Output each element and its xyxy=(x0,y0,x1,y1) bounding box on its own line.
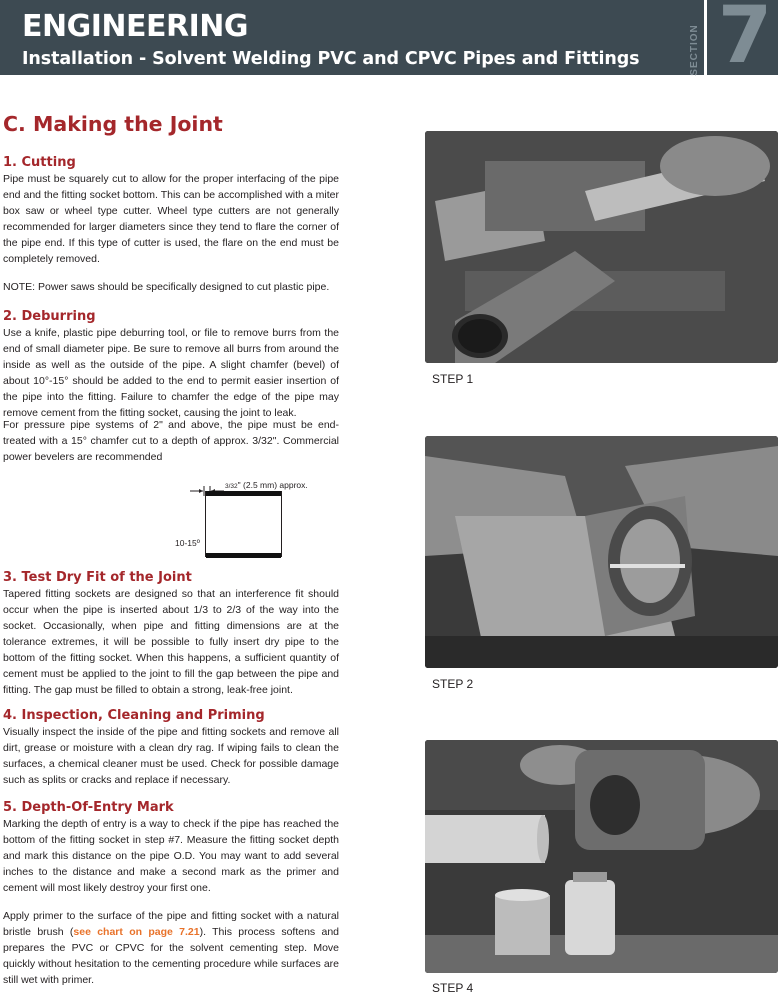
primer-text-1: Apply primer to the surface of the pipe and fitting socket with a natural bristle brush ( xyxy=(3,910,339,938)
section-number: 7 xyxy=(717,0,773,81)
cutting-body: Pipe must be squarely cut to allow for the proper interfacing of the pipe end and the fitting socket bottom. This can be accomplished with a miter box saw or wheel type cutter. Wheel type cutters are not generally recommended for larger diameters since they tend to flare the corner of the pipe end. If this type of cutter is used, the flare on the end must be completely removed. xyxy=(3,173,339,265)
dimension-text: " (2.5 mm) approx. xyxy=(237,480,308,490)
pipe-section-shape xyxy=(205,491,282,557)
header-subtitle: Installation - Solvent Welding PVC and CPVC Pipes and Fittings xyxy=(22,49,640,69)
dry-fit-heading: 3. Test Dry Fit of the Joint xyxy=(3,570,192,585)
dimension-fraction: 3/32 xyxy=(225,483,238,490)
cutting-note: NOTE: Power saws should be specifically designed to cut plastic pipe. xyxy=(3,281,330,293)
step-2-caption: STEP 2 xyxy=(432,677,474,691)
angle-label: 10-15º xyxy=(175,538,200,548)
cutting-heading: 1. Cutting xyxy=(3,155,76,170)
primer-text-2: ). This process softens and prepares the PVC or CPVC for the solvent cementing step. Move quickly without hesitation to the cementing procedure while surfaces are still wet with primer. xyxy=(3,926,339,986)
pipe-wall-bottom xyxy=(206,553,281,558)
header-title: ENGINEERING xyxy=(22,9,248,44)
page-heading: C. Making the Joint xyxy=(3,112,223,136)
depth-mark-body: Marking the depth of entry is a way to check if the pipe has reached the bottom of the fitting socket in step #7. Measure the fitting socket depth and mark this distance on the pipe O.D. You may want to add several inches to the distance and make a second mark as the primer and cement will most likely destroy your first one. xyxy=(3,818,339,894)
dry-fit-body: Tapered fitting sockets are designed so that an interference fit should occur when the pipe is inserted about 1/3 to 2/3 of the way into the socket. Occasionally, when pipe and fitting dimensions are at the tolerance extremes, it will be possible to fully insert dry pipe to the bottom of the fitting socket. When this happens, a sufficient quantity of cement must be applied to the joint to fill the gap between the pipe and fitting. The gap must be filled to obtain a strong, leak-free joint. xyxy=(3,588,339,696)
depth-mark-body-2 xyxy=(3,908,339,988)
chamfer-diagram xyxy=(170,474,340,566)
depth-mark-heading: 5. Depth-Of-Entry Mark xyxy=(3,800,174,815)
section-label: SECTION xyxy=(688,24,700,76)
deburring-body: Use a knife, plastic pipe deburring tool, or file to remove burrs from the end of small diameter pipe. Be sure to remove all burrs from around the inside as well as the outside of the pipe. A slight chamfer (bevel) of about 10°-15° should be added to the end to permit easier insertion of the pipe into the fitting. Failure to chamfer the edge of the pipe may remove cement from the fitting socket, causing the joint to leak. xyxy=(3,327,339,419)
inspection-heading: 4. Inspection, Cleaning and Priming xyxy=(3,708,265,723)
step-2-photo xyxy=(425,436,778,668)
header-banner xyxy=(0,0,778,81)
pipe-wall-top xyxy=(206,491,281,496)
step-1-photo xyxy=(425,131,778,363)
chart-page-link[interactable]: see chart on page 7.21 xyxy=(73,926,200,938)
section-divider xyxy=(704,0,707,75)
inspection-body: Visually inspect the inside of the pipe and fitting sockets and remove all dirt, grease or moisture with a clean dry rag. If wiping fails to clean the surfaces, a chemical cleaner must be used. Check for possible damage such as splits or cracks and replace if necessary. xyxy=(3,726,339,786)
deburring-heading: 2. Deburring xyxy=(3,309,96,324)
deburring-body-2: For pressure pipe systems of 2" and above, the pipe must be end-treated with a 15° chamfer cut to a depth of approx. 3/32". Commercial power bevelers are recommended xyxy=(3,419,339,463)
step-4-photo xyxy=(425,740,778,973)
step-1-caption: STEP 1 xyxy=(432,372,474,386)
step-4-caption: STEP 4 xyxy=(432,981,474,995)
